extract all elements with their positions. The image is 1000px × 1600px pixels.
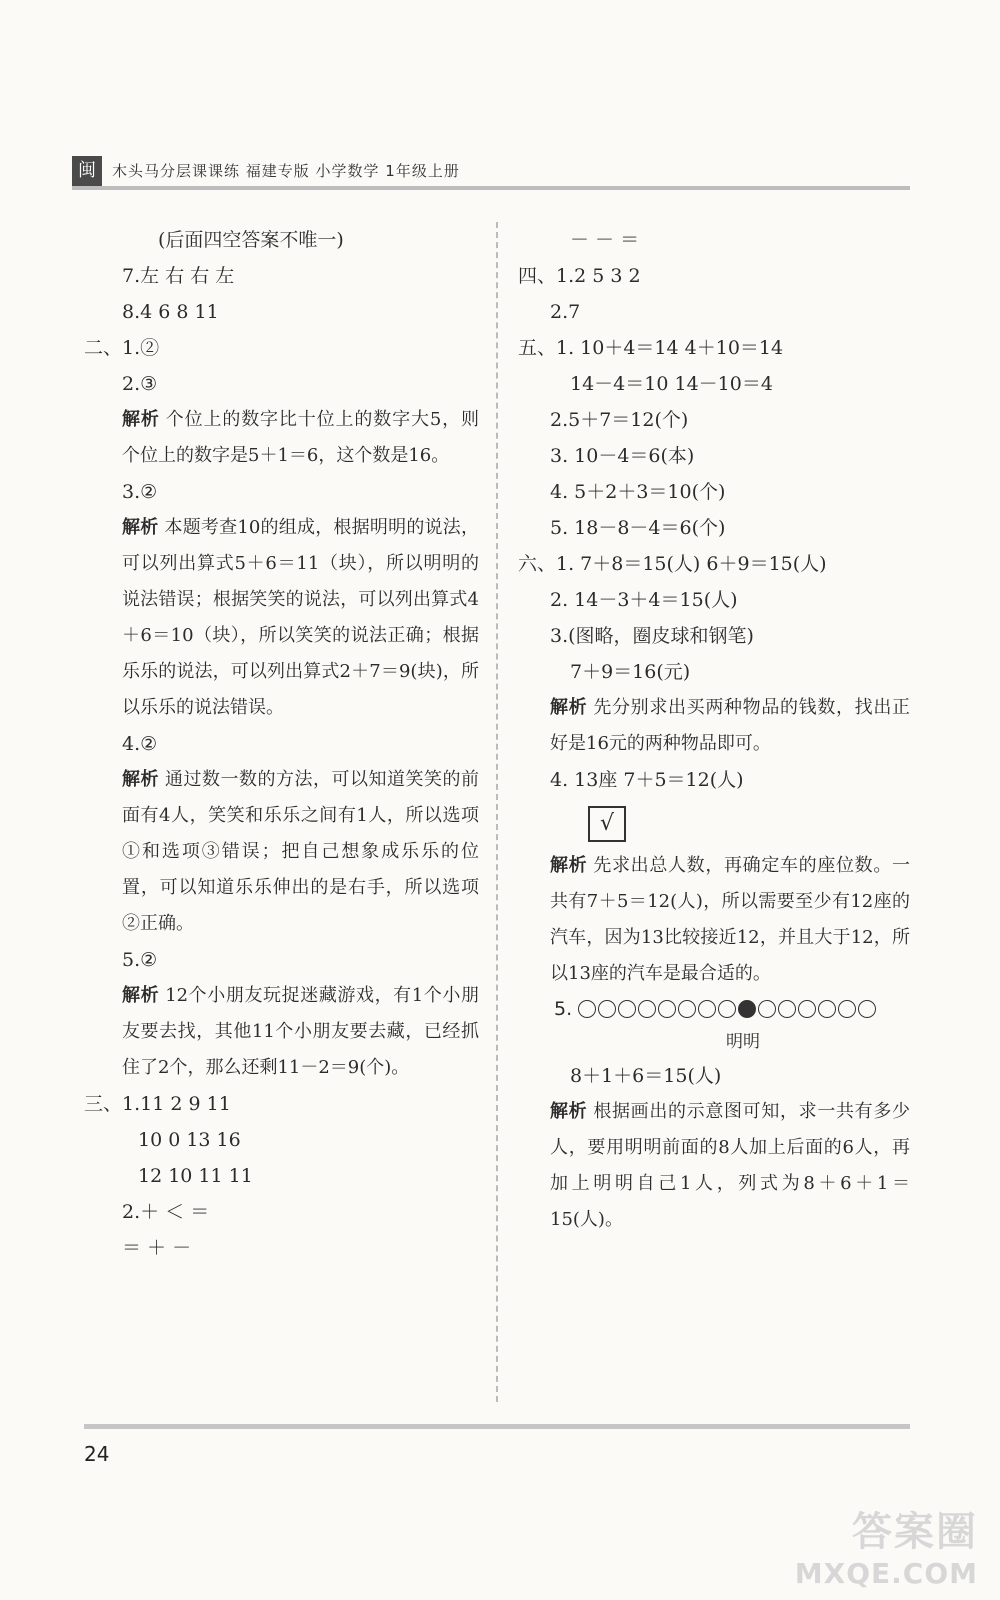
explanation — [84, 510, 479, 726]
fujian-logo: 闽 — [72, 156, 102, 186]
answer-line — [84, 942, 479, 978]
answer-line — [518, 438, 910, 474]
empty-circle — [698, 1000, 716, 1018]
answer-line — [84, 1158, 479, 1194]
answer-line — [84, 474, 479, 510]
empty-circle — [758, 1000, 776, 1018]
answer-text: － － ＝ — [570, 229, 640, 251]
filled-circle — [738, 1000, 756, 1018]
right-column — [518, 222, 910, 1238]
empty-circle — [798, 1000, 816, 1018]
answer-line — [518, 402, 910, 438]
watermark — [795, 1500, 978, 1590]
empty-circle — [578, 1000, 596, 1018]
empty-circle — [818, 1000, 836, 1018]
empty-circle — [638, 1000, 656, 1018]
answer-line — [84, 294, 479, 330]
answer-line — [518, 294, 910, 330]
answer-line — [518, 762, 910, 798]
circle-diagram — [518, 992, 910, 1026]
answer-line — [518, 222, 910, 258]
answer-text: 3.(图略，圈皮球和钢笔) — [550, 625, 754, 647]
header-rule — [72, 186, 910, 190]
page-header — [72, 156, 910, 190]
answer-text: 先分别求出买两种物品的钱数，找出正好是16元的两种物品即可。 — [550, 697, 911, 754]
answer-text: 5.② — [122, 949, 158, 971]
answer-text: 4.② — [122, 733, 158, 755]
explanation — [518, 690, 910, 762]
answer-text: 4. 13座 7＋5＝12(人) — [550, 769, 744, 791]
circle-caption: 明明 — [726, 1032, 760, 1052]
empty-circle — [858, 1000, 876, 1018]
empty-circle — [718, 1000, 736, 1018]
answer-line — [84, 1230, 479, 1266]
answer-text: 先求出总人数，再确定车的座位数。一共有7＋5＝12(人)，所以需要至少有12座的汽车，因为13比较接近12，并且大于12，所以13座的汽车是最合适的。 — [550, 855, 911, 984]
answer-text: 12个小朋友玩捉迷藏游戏，有1个小朋友要去找，其他11个小朋友要去藏，已经抓住了2个，那么还剩11－2＝9(个)。 — [122, 985, 480, 1078]
answer-text: 4. 5＋2＋3＝10(个) — [550, 481, 726, 503]
answer-text: ＝ ＋ － — [122, 1237, 192, 1259]
answer-text: 通过数一数的方法，可以知道笑笑的前面有4人，笑笑和乐乐之间有1人，所以选项①和选项③错误；把自己想象成乐乐的位置，可以知道乐乐伸出的是右手，所以选项②正确。 — [122, 769, 479, 934]
answer-text: 二、1.② — [84, 337, 160, 359]
answer-text: 2.7 — [550, 301, 581, 323]
answer-text: 8＋1＋6＝15(人) — [570, 1065, 722, 1087]
answer-text: 2.③ — [122, 373, 158, 395]
answer-line — [518, 582, 910, 618]
answer-line — [518, 366, 910, 402]
answer-line — [518, 258, 910, 294]
right-answers-b — [518, 848, 910, 992]
answer-line — [518, 474, 910, 510]
answer-line — [518, 654, 910, 690]
explanation-tag: 解析 — [122, 985, 160, 1006]
answer-line — [518, 330, 910, 366]
empty-circle — [838, 1000, 856, 1018]
book-title: 木头马分层课课练 福建专版 小学数学 1年级上册 — [112, 162, 460, 180]
answer-text: (后面四空答案不唯一) — [158, 229, 344, 251]
answer-text: 2.＋ ＜ ＝ — [122, 1201, 210, 1223]
column-divider — [496, 222, 498, 1402]
answer-text: 根据画出的示意图可知，求一共有多少人，要用明明前面的8人加上后面的6人，再加上明明自己1人，列式为8＋6＋1＝15(人)。 — [550, 1101, 911, 1230]
answer-text: 3.② — [122, 481, 158, 503]
empty-circle — [618, 1000, 636, 1018]
answer-text: 2. 14－3＋4＝15(人) — [550, 589, 738, 611]
answer-text: 5. 18－8－4＝6(个) — [550, 517, 726, 539]
explanation — [84, 762, 479, 942]
explanation-tag: 解析 — [122, 769, 159, 790]
answer-text: 3. 10－4＝6(本) — [550, 445, 695, 467]
explanation-tag: 解析 — [550, 697, 588, 718]
answer-line — [84, 222, 479, 258]
q5-label: 5. — [554, 998, 573, 1020]
answer-text: 四、1.2 5 3 2 — [518, 265, 641, 287]
answer-text: 8.4 6 8 11 — [122, 301, 219, 323]
explanation — [84, 402, 479, 474]
answer-text: 本题考查10的组成，根据明明的说法，可以列出算式5＋6＝11（块），所以明明的说法错误；根据笑笑的说法，可以列出算式4＋6＝10（块），所以笑笑的说法正确；根据乐乐的说法，可以列出算式2＋7＝9(块)，所以乐乐的说法错误。 — [122, 517, 480, 718]
answer-text: 三、1.11 2 9 11 — [84, 1093, 231, 1115]
explanation — [84, 978, 479, 1086]
answer-line — [84, 726, 479, 762]
answer-line — [518, 510, 910, 546]
explanation-tag: 解析 — [122, 409, 160, 430]
checkmark-box: √ — [588, 806, 626, 842]
answer-line — [84, 258, 479, 294]
footer-rule — [84, 1424, 910, 1429]
empty-circle — [778, 1000, 796, 1018]
answer-line — [518, 618, 910, 654]
circle-row — [578, 1000, 878, 1018]
answer-line — [84, 1122, 479, 1158]
answer-line — [84, 1086, 479, 1122]
answer-text: 五、1. 10＋4＝14 4＋10＝14 — [518, 337, 784, 359]
right-answers-a — [518, 222, 910, 798]
watermark-en: MXQE.COM — [794, 1557, 978, 1590]
answer-text: 14－4＝10 14－10＝4 — [570, 373, 773, 395]
empty-circle — [598, 1000, 616, 1018]
explanation-tag: 解析 — [550, 1101, 588, 1122]
right-answers-c — [518, 1058, 910, 1238]
answer-text: 10 0 13 16 — [138, 1129, 241, 1151]
explanation-tag: 解析 — [550, 855, 588, 876]
watermark-cn: 答案圈 — [852, 1509, 978, 1555]
answer-text: 7.左 右 右 左 — [122, 265, 235, 287]
explanation-tag: 解析 — [122, 517, 159, 538]
answer-line — [84, 366, 479, 402]
answer-line — [84, 330, 479, 366]
answer-text: 12 10 11 11 — [138, 1165, 253, 1187]
answer-text: 个位上的数字比十位上的数字大5，则个位上的数字是5＋1＝6，这个数是16。 — [122, 409, 480, 466]
explanation — [518, 848, 910, 992]
answer-text: 六、1. 7＋8＝15(人) 6＋9＝15(人) — [518, 553, 827, 575]
page-number: 24 — [84, 1442, 110, 1466]
left-column — [84, 222, 479, 1266]
answer-text: 2.5＋7＝12(个) — [550, 409, 689, 431]
explanation — [518, 1094, 910, 1238]
answer-line — [518, 1058, 910, 1094]
empty-circle — [658, 1000, 676, 1018]
answer-line — [84, 1194, 479, 1230]
empty-circle — [678, 1000, 696, 1018]
answer-text: 7＋9＝16(元) — [570, 661, 691, 683]
answer-line — [518, 546, 910, 582]
